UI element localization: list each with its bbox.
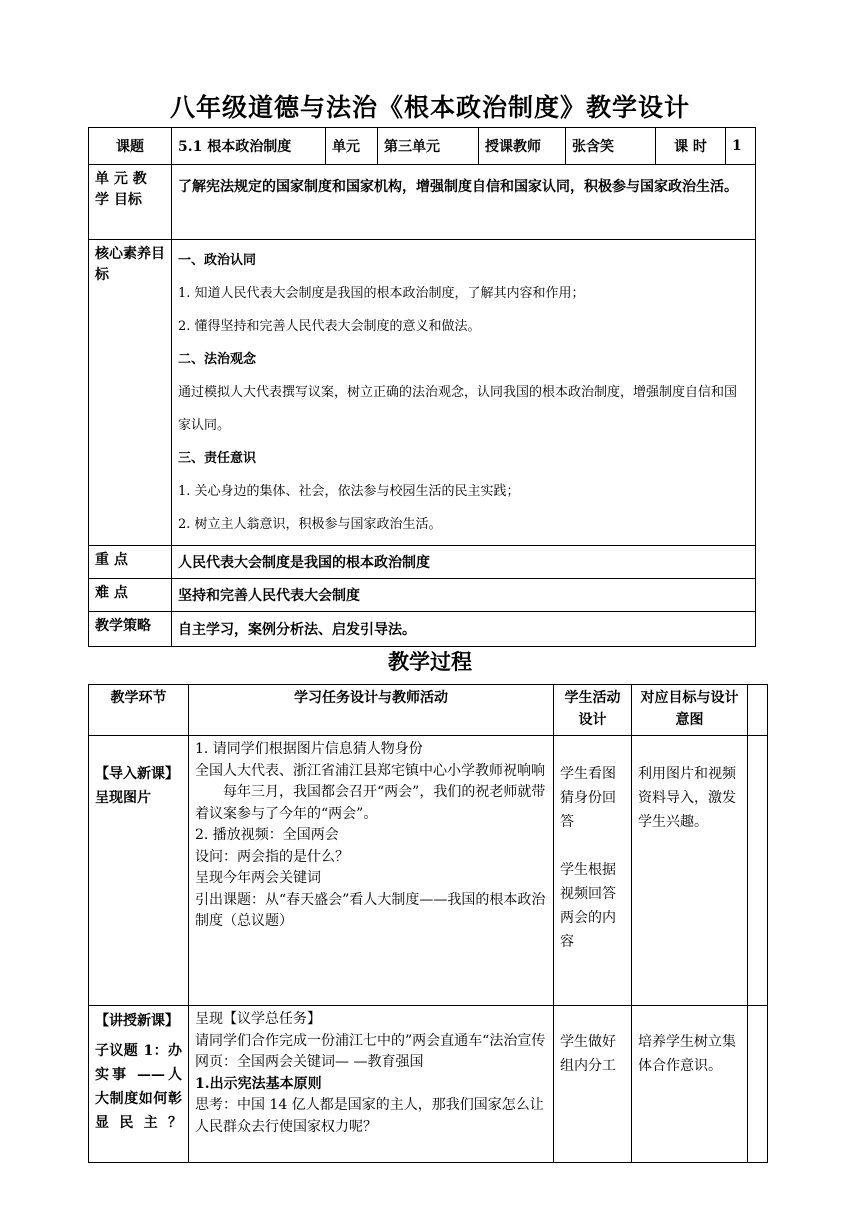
unit-value: 第三单元 xyxy=(378,128,479,165)
core-goal-label: 核心素养目标 xyxy=(95,246,165,283)
header-student: 学生活动设计 xyxy=(554,685,632,736)
difficult-point-label: 难 点 xyxy=(89,579,172,612)
core-goal-row xyxy=(89,240,756,546)
core-goal-section-2: 二、法治观念 xyxy=(178,352,257,367)
task-line: 全国人大代表、浙江省浦江县郑宅镇中心小学教师祝响响 xyxy=(195,762,545,779)
unit-goal-row xyxy=(89,165,756,240)
process-row-teaching xyxy=(89,1006,768,1163)
core-goal-item: 2. 树立主人翁意识，积极参与国家政治生活。 xyxy=(178,517,442,532)
task-line: 2. 播放视频：全国两会 xyxy=(195,827,339,843)
stage-teaching-title: 【讲授新课】 xyxy=(95,1013,179,1029)
lesson-info-table xyxy=(88,127,756,647)
student-teaching: 学生做好组内分工 xyxy=(554,1006,632,1163)
stage-teaching xyxy=(89,1006,189,1163)
empty-cell xyxy=(748,1006,768,1163)
task-line: 呈现今年两会关键词 xyxy=(195,870,321,886)
unit-goal-label: 单 元 教 学 目标 xyxy=(95,171,147,208)
intent-teaching: 培养学生树立集体合作意识。 xyxy=(632,1006,748,1163)
info-row xyxy=(89,128,756,165)
task-line: 每年三月，我国都会召开“两会”，我们的祝老师就带着议案参与了今年的“两会”。 xyxy=(195,784,546,822)
core-goal-item: 2. 懂得坚持和完善人民代表大会制度的意义和做法。 xyxy=(178,319,481,334)
teacher-label: 授课教师 xyxy=(479,128,566,165)
key-point-label: 重 点 xyxy=(89,546,172,579)
page-title: 八年级道德与法治《根本政治制度》教学设计 xyxy=(169,93,690,122)
core-goal-item: 1. 知道人民代表大会制度是我国的根本政治制度，了解其内容和作用； xyxy=(178,286,585,301)
core-goal-item: 1. 关心身边的集体、社会，依法参与校园生活的民主实践； xyxy=(178,484,520,499)
difficult-point-row xyxy=(89,579,756,612)
period-value: 1 xyxy=(726,128,756,165)
unit-goal-text: 了解宪法规定的国家制度和国家机构，增强制度自信和国家认同，积极参与国家政治生活。 xyxy=(172,165,756,240)
core-goal-content xyxy=(172,240,756,546)
core-goal-section-3: 三、责任意识 xyxy=(178,451,257,466)
student-activity: 学生根据视频回答两会的内容 xyxy=(560,862,616,950)
task-line: 设问：两会指的是什么？ xyxy=(195,848,349,865)
task-line: 1. 请同学们根据图片信息猜人物身份 xyxy=(195,741,423,757)
process-row-intro xyxy=(89,736,768,1006)
intent-intro: 利用图片和视频资料导入，激发学生兴趣。 xyxy=(632,736,748,1006)
task-teaching xyxy=(189,1006,554,1163)
strategy-label: 教学策略 xyxy=(89,612,172,647)
student-intro xyxy=(554,736,632,1006)
core-goal-item: 通过模拟人大代表撰写议案，树立正确的法治观念，认同我国的根本政治制度，增强制度自信和国家认同。 xyxy=(178,385,738,433)
core-goal-section-1: 一、政治认同 xyxy=(178,253,257,268)
topic-label: 课题 xyxy=(89,128,172,165)
key-point-row xyxy=(89,546,756,579)
key-point-text: 人民代表大会制度是我国的根本政治制度 xyxy=(172,546,756,579)
stage-intro: 【导入新课】呈现图片 xyxy=(89,736,189,1006)
empty-cell xyxy=(748,685,768,736)
strategy-text: 自主学习，案例分析法、启发引导法。 xyxy=(172,612,756,647)
header-stage: 教学环节 xyxy=(89,685,189,736)
process-header-row xyxy=(89,685,768,736)
student-activity: 学生看图猜身份回答 xyxy=(560,766,616,830)
task-intro xyxy=(189,736,554,1006)
process-title: 教学过程 xyxy=(388,649,472,674)
task-line: 1.出示宪法基本原则 xyxy=(195,1075,322,1092)
task-line: 引出课题：从“春天盛会”看人大制度——我国的根本政治制度（总议题） xyxy=(195,891,546,929)
sub-topic-1: 子议题 1：办实事 ——人大制度如何彰显民主？ xyxy=(95,1043,182,1131)
header-intent: 对应目标与设计意图 xyxy=(632,685,748,736)
task-line: 呈现【议学总任务】 xyxy=(195,1011,321,1027)
topic-value: 5.1 根本政治制度 xyxy=(172,128,326,165)
process-table xyxy=(88,684,768,1163)
task-line: 请同学们合作完成一份浦江七中的”两会直通车“法治宣传网页：全国两会关键词— —教育强国 xyxy=(195,1032,546,1070)
task-line: 思考：中国 14 亿人都是国家的主人，那我们国家怎么让人民群众去行使国家权力呢？ xyxy=(195,1097,544,1135)
empty-cell xyxy=(748,736,768,1006)
strategy-row xyxy=(89,612,756,647)
difficult-point-text: 坚持和完善人民代表大会制度 xyxy=(172,579,756,612)
period-label: 课 时 xyxy=(656,128,726,165)
header-task: 学习任务设计与教师活动 xyxy=(189,685,554,736)
teacher-value: 张含笑 xyxy=(566,128,656,165)
unit-label: 单元 xyxy=(326,128,378,165)
